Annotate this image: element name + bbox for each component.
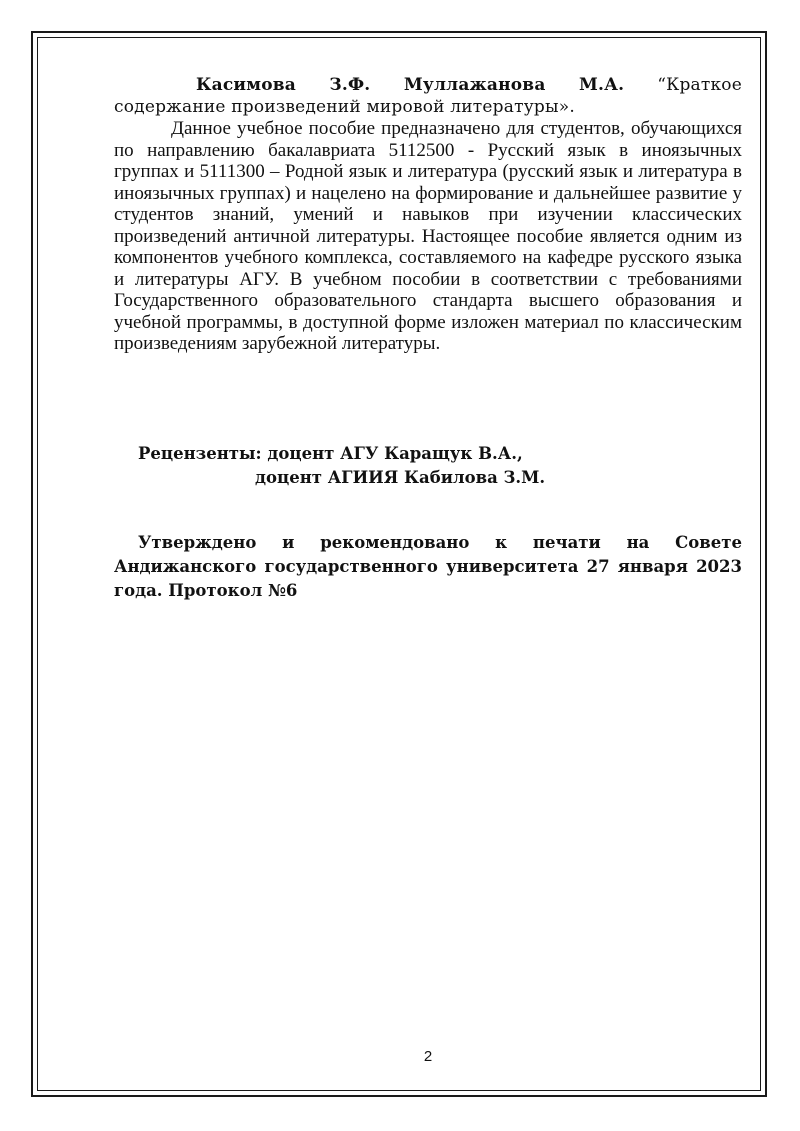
book-description: Данное учебное пособие предназначено для студентов, обучающихся по направлению бакалавриата 5112500 - Русский язык в иноязычных группах и 5111300 – Родной язык и литература (русский язык и литература в иноязычных группах) и нацелено на формирование и дальнейшее развитие у студентов знаний, умений и навыков при изучении классических произведений античной литературы. Настоящее пособие является одним из компонентов учебного комплекса, составляемого на кафедре русского языка и литературы АГУ. В учебном пособии в соответствии с требованиями Государственного образовательного стандарта высшего образования и учебной программы, в доступной форме изложен материал по классическим произведениям зарубежной литературы. bbox=[114, 118, 742, 354]
book-authors: Касимова З.Ф. Муллажанова М.А. bbox=[196, 75, 625, 95]
page-number: 2 bbox=[423, 1048, 433, 1065]
annotation-block bbox=[114, 74, 742, 355]
book-citation bbox=[114, 74, 742, 118]
reviewers-line-2: доцент АГИИЯ Кабилова З.М. bbox=[255, 468, 546, 487]
approval-note: Утверждено и рекомендовано к печати на Совете Андижанского государственного университета 27 января 2023 года. Протокол №6 bbox=[114, 533, 742, 600]
book-title: “Краткое содержание произведений мировой литературы». bbox=[114, 75, 742, 117]
reviewers-block bbox=[138, 442, 545, 490]
reviewers-line-1: Рецензенты: доцент АГУ Каращук В.А., bbox=[138, 444, 523, 463]
